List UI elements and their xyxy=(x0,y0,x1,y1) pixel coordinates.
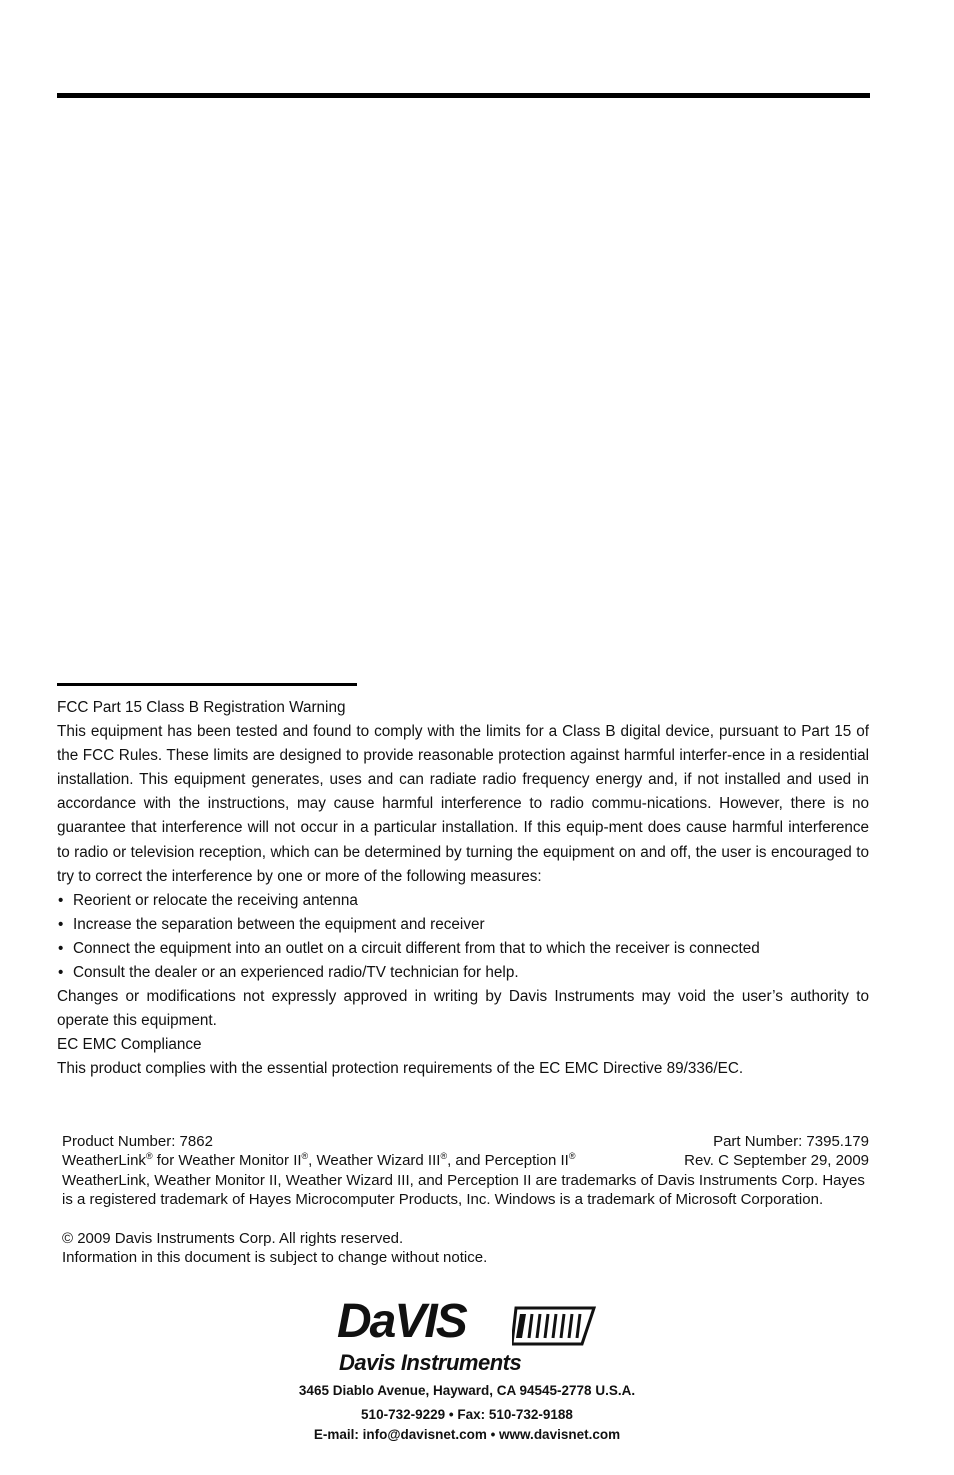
list-item: • Increase the separation between the equipment and receiver xyxy=(57,913,869,937)
bullet-icon: • xyxy=(58,891,64,909)
address-line: 3465 Diablo Avenue, Hayward, CA 94545-2778 U.S.A. xyxy=(298,1383,636,1398)
logo-company-name: Davis Instruments xyxy=(339,1350,522,1375)
part-number: Part Number: 7395.179 xyxy=(713,1133,869,1150)
list-item: • Reorient or relocate the receiving antenna xyxy=(57,889,869,913)
top-divider xyxy=(57,93,870,98)
fcc-body: This equipment has been tested and found to comply with the limits for a Class B digital device, pursuant to Part 15 of the FCC Rules. These limits are designed to provide reasonable protection against harmful interfer-ence in a residential installation. This equipment generates, uses and can radiate radio frequency energy and, if not installed and used in accordance with the instructions, may cause harmful interference to radio commu-nications. However, there is no guarantee that interference will not occur in a particular installation. If this equip-ment does cause harmful interference to radio or television reception, which can be determined by turning the equipment on and off, the user is encouraged to try to correct the interference by one or more of the following measures: xyxy=(57,723,869,885)
phone-fax-line: 510-732-9229 • Fax: 510-732-9188 xyxy=(361,1407,573,1422)
list-item: • Consult the dealer or an experienced radio/TV technician for help. xyxy=(57,961,869,985)
logo-flag-icon xyxy=(512,1306,600,1346)
davis-logo xyxy=(337,1295,599,1376)
email-web-line: E-mail: info@davisnet.com • www.davisnet.com xyxy=(313,1427,621,1442)
bullet-icon: • xyxy=(58,939,64,957)
bullet-icon: • xyxy=(58,915,64,933)
revision-date: Rev. C September 29, 2009 xyxy=(684,1152,869,1170)
section-divider xyxy=(57,683,357,686)
change-notice: Information in this document is subject to change without notice. xyxy=(62,1249,488,1267)
ec-body: This product complies with the essential protection requirements of the EC EMC Directive 89/336/EC. xyxy=(57,1060,744,1078)
copyright-text: © 2009 Davis Instruments Corp. All rights reserved. xyxy=(62,1229,404,1247)
fcc-heading: FCC Part 15 Class B Registration Warning xyxy=(57,699,346,716)
list-item: • Connect the equipment into an outlet on a circuit different from that to which the receiver is connected xyxy=(57,937,869,961)
number-row xyxy=(62,1132,869,1151)
changes-warning: Changes or modifications not expressly approved in writing by Davis Instruments may void the user’s authority to operate this equipment. xyxy=(57,988,869,1030)
product-number: Product Number: 7862 xyxy=(62,1133,213,1150)
trademarks-text: WeatherLink, Weather Monitor II, Weather Wizard III, and Perception II are trademarks of Davis Instruments Corp. Hayes is a registered trademark of Hayes Microcomputer Products, Inc. Windows is a trademark of Microsoft Corporation. xyxy=(62,1171,865,1209)
ec-heading: EC EMC Compliance xyxy=(57,1036,202,1054)
fcc-notice xyxy=(57,696,869,1082)
title-row xyxy=(62,1151,869,1170)
bullet-icon: • xyxy=(58,964,64,982)
logo-wordmark: DaVIS xyxy=(337,1295,466,1348)
product-info xyxy=(62,1132,869,1267)
manual-title: WeatherLink® for Weather Monitor II®, Weather Wizard III®, and Perception II® xyxy=(62,1151,576,1170)
